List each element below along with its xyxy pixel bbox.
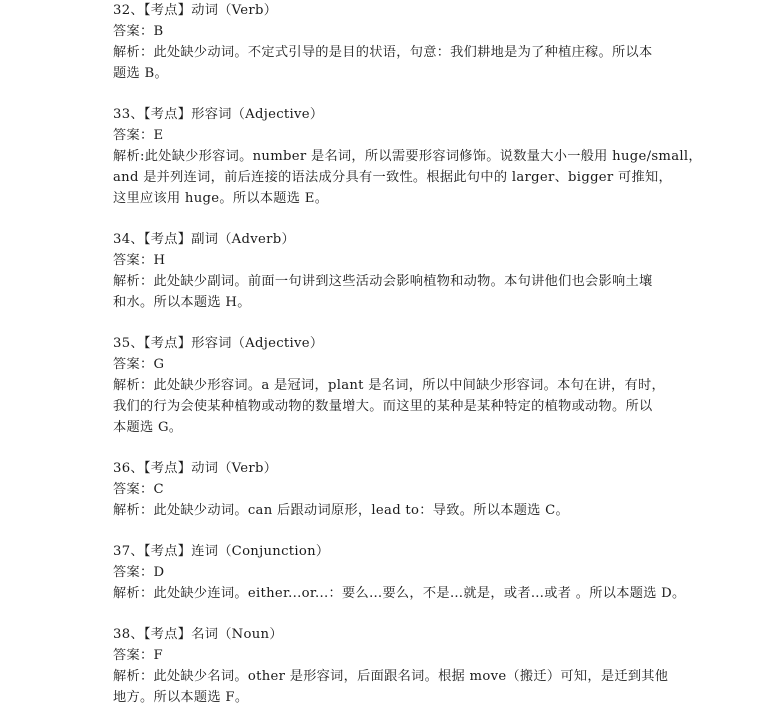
analysis-line: 解析：此处缺少形容词。a 是冠词，plant 是名词，所以中间缺少形容词。本句在讲，有时， <box>113 378 665 393</box>
analysis-line: 地方。所以本题选 F。 <box>113 690 249 705</box>
answer-line: 答案：B <box>113 24 164 39</box>
question-heading: 36、【考点】动词（Verb） <box>113 461 278 476</box>
analysis-line: 解析：此处缺少名词。other 是形容词，后面跟名词。根据 move（搬迁）可知，是迁到其他 <box>113 669 669 684</box>
question-36 <box>113 458 673 521</box>
answer-line: 答案：F <box>113 648 163 663</box>
answer-line: 答案：H <box>113 253 166 268</box>
question-heading: 33、【考点】形容词（Adjective） <box>113 107 324 122</box>
answer-line: 答案：G <box>113 357 165 372</box>
question-heading: 38、【考点】名词（Noun） <box>113 627 283 642</box>
question-38 <box>113 624 673 708</box>
question-35 <box>113 333 673 438</box>
analysis-line: 解析：此处缺少副词。前面一句讲到这些活动会影响植物和动物。本句讲他们也会影响土壤 <box>113 274 653 289</box>
analysis-line: 解析：此处缺少连词。either...or...：要么…要么，不是…就是，或者…或者 。所以本题选 D。 <box>113 586 686 601</box>
analysis-line: 解析：此处缺少动词。不定式引导的是目的状语，句意：我们耕地是为了种植庄稼。所以本 <box>113 45 653 60</box>
analysis-line: 这里应该用 huge。所以本题选 E。 <box>113 191 329 206</box>
answer-line: 答案：D <box>113 565 165 580</box>
analysis-line: 解析：此处缺少动词。can 后跟动词原形，lead to：导致。所以本题选 C。 <box>113 503 570 518</box>
question-heading: 37、【考点】连词（Conjunction） <box>113 544 330 559</box>
answer-line: 答案：C <box>113 482 164 497</box>
question-37 <box>113 541 686 604</box>
document-body <box>113 0 702 708</box>
analysis-line: 解析:此处缺少形容词。number 是名词，所以需要形容词修饰。说数量大小一般用 huge/small， <box>113 149 702 164</box>
question-heading: 35、【考点】形容词（Adjective） <box>113 336 324 351</box>
analysis-line: 本题选 G。 <box>113 420 183 435</box>
question-heading: 32、【考点】动词（Verb） <box>113 3 278 18</box>
analysis-line: 我们的行为会使某种植物或动物的数量增大。而这里的某种是某种特定的植物或动物。所以 <box>113 399 653 414</box>
analysis-line: 和水。所以本题选 H。 <box>113 295 251 310</box>
question-34 <box>113 229 673 313</box>
question-32 <box>113 0 673 84</box>
answer-line: 答案：E <box>113 128 164 143</box>
question-33 <box>113 104 702 209</box>
analysis-line: and 是并列连词，前后连接的语法成分具有一致性。根据此句中的 larger、bigger 可推知， <box>113 170 672 185</box>
analysis-line: 题选 B。 <box>113 66 168 81</box>
question-heading: 34、【考点】副词（Adverb） <box>113 232 295 247</box>
